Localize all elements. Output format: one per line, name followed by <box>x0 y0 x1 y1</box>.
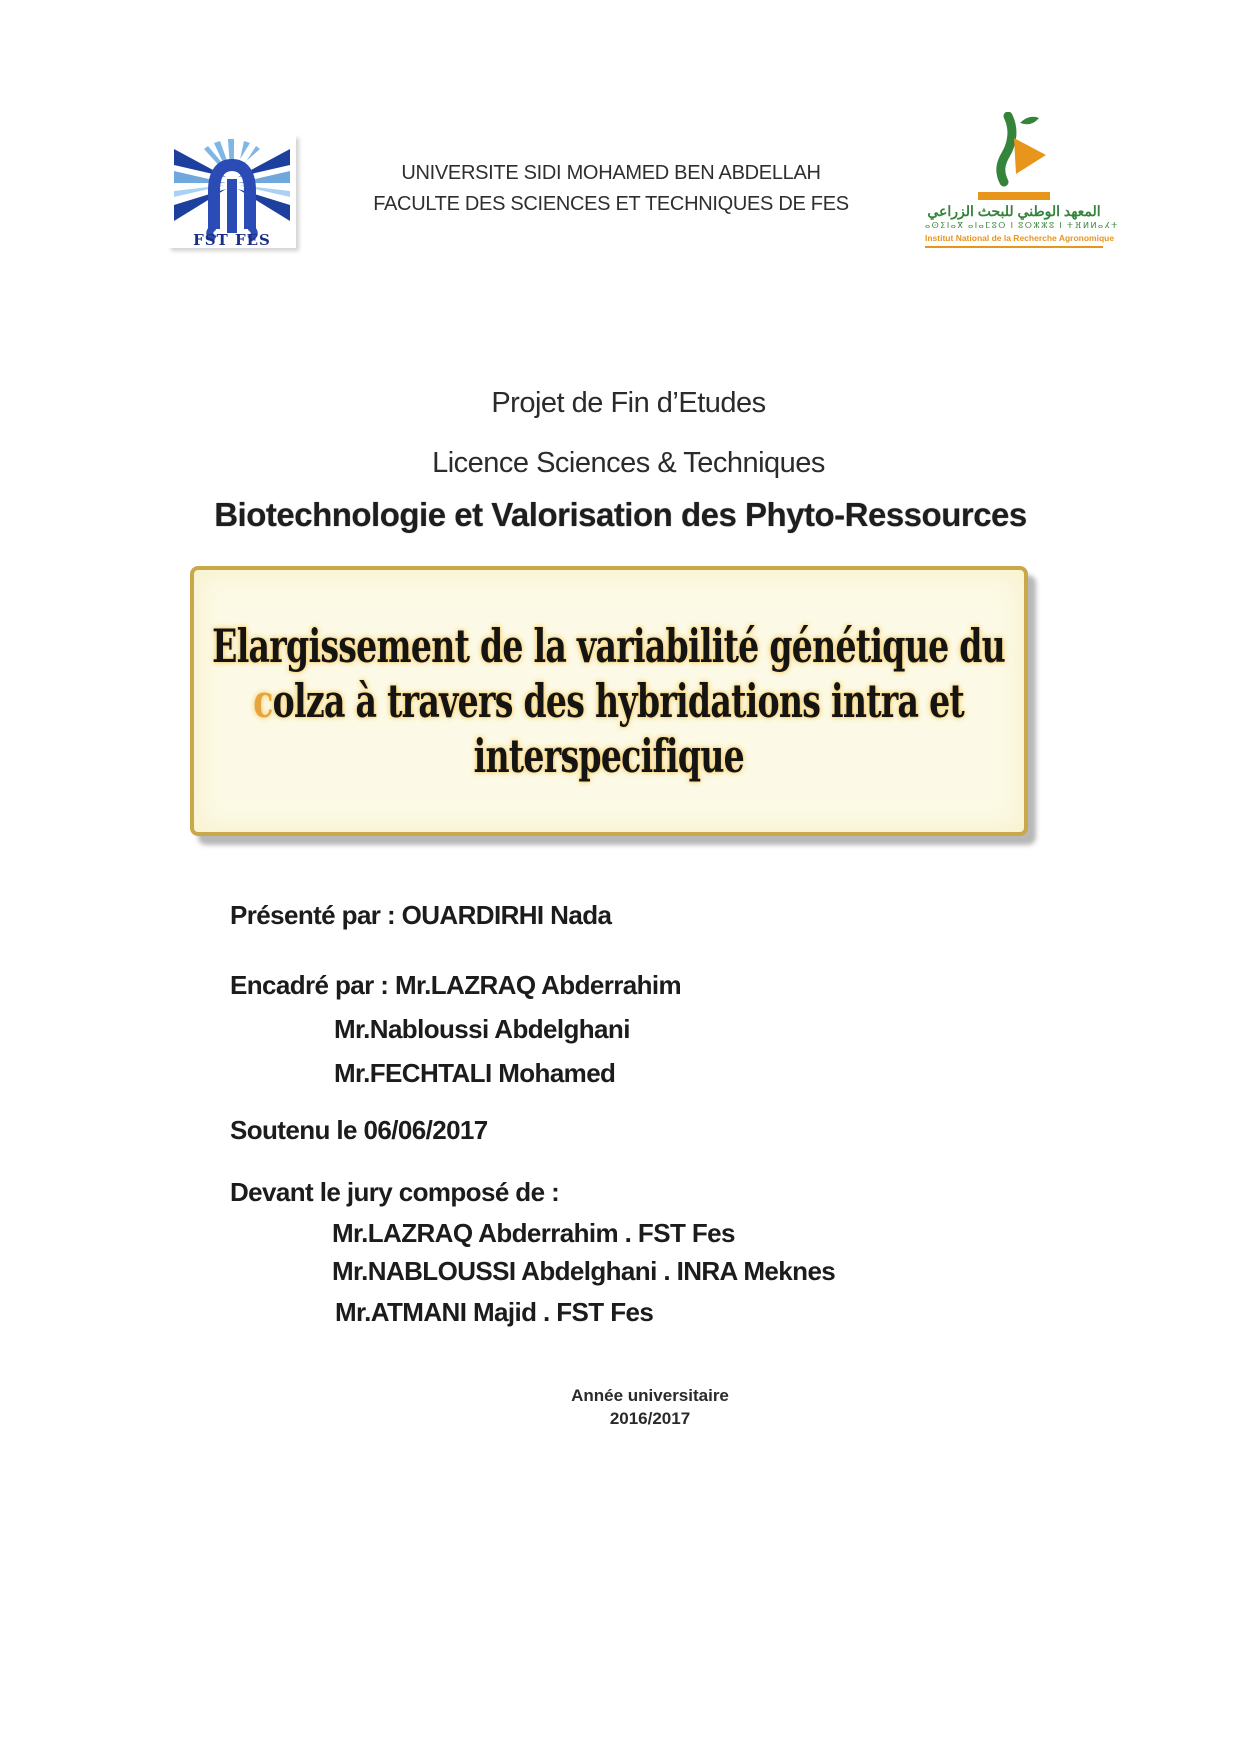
colza-initial: c <box>253 673 274 728</box>
defense-date: Soutenu le 06/06/2017 <box>230 1115 488 1145</box>
supervisor-3: Mr.FECHTALI Mohamed <box>334 1058 616 1088</box>
academic-year-label: Année universitaire <box>571 1386 729 1405</box>
specialty-heading: Biotechnologie et Valorisation des Phyto-Ressources <box>214 496 1027 533</box>
inra-leaf <box>1020 117 1039 124</box>
fst-logo-text: FST FES <box>193 231 271 248</box>
university-name: UNIVERSITE SIDI MOHAMED BEN ABDELLAH <box>401 162 821 184</box>
inra-name-arabic: المعهد الوطني للبحث الزراعي <box>927 203 1101 219</box>
inra-name-tifinagh: ⴰⵙⵉⵏⴰⴳ ⴰⵏⴰⵎⵓⵔ ⵏ ⵓⵔⵣⵣⵓ ⵏ ⵜⴼⵍⵍⴰⵃⵜ <box>925 221 1119 230</box>
inra-symbol <box>964 112 1064 202</box>
jury-member-2: Mr.NABLOUSSI Abdelghani . INRA Meknes <box>332 1256 836 1286</box>
fst-fes-logo <box>168 135 296 248</box>
thesis-title-line1: Elargissement de la variabilité génétique du <box>212 618 1006 673</box>
thesis-title-line2-rest: olza à travers des hybridations intra et <box>273 673 965 728</box>
academic-year-value: 2016/2017 <box>609 1409 691 1428</box>
inra-name-french: Institut National de la Recherche Agronomique <box>925 233 1115 243</box>
project-type-heading: Projet de Fin d’Etudes <box>491 387 766 419</box>
inra-bar <box>978 192 1050 200</box>
inra-triangle <box>1014 138 1046 174</box>
supervisor-2: Mr.Nabloussi Abdelghani <box>334 1014 630 1044</box>
university-header <box>311 158 911 220</box>
thesis-title-line3: interspecifique <box>473 728 745 783</box>
inra-plant-stroke <box>1001 116 1012 182</box>
supervised-by: Encadré par : Mr.LAZRAQ Abderrahim <box>230 970 682 1000</box>
academic-year-block <box>450 1384 850 1430</box>
presented-by: Présenté par : OUARDIRHI Nada <box>230 900 612 930</box>
degree-heading: Licence Sciences & Techniques <box>432 447 825 479</box>
inra-logo <box>925 112 1119 248</box>
fst-fes-logo-graphic <box>168 135 296 248</box>
inra-underline <box>925 246 1103 248</box>
jury-member-3: Mr.ATMANI Majid . FST Fes <box>335 1297 654 1327</box>
thesis-title-line2 <box>254 674 965 729</box>
thesis-title-box <box>190 566 1028 836</box>
jury-label: Devant le jury composé de : <box>230 1177 560 1207</box>
faculty-name: FACULTE DES SCIENCES ET TECHNIQUES DE FES <box>373 193 849 215</box>
jury-member-1: Mr.LAZRAQ Abderrahim . FST Fes <box>332 1218 735 1248</box>
